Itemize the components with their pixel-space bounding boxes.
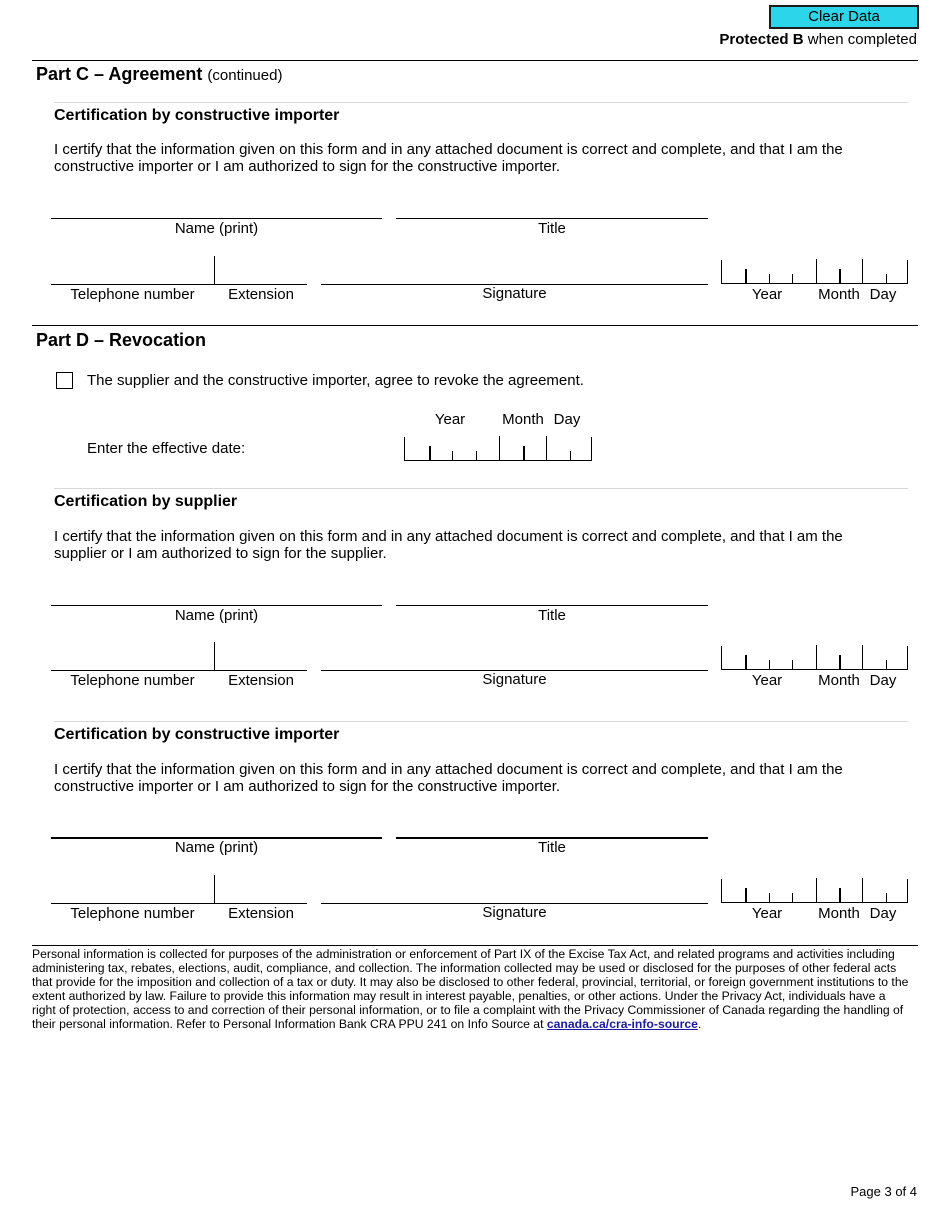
date-tick: [546, 436, 547, 460]
date-tick: [839, 655, 841, 669]
importer-cert-title: Certification by constructive importer: [54, 726, 340, 743]
date-tick: [862, 645, 863, 669]
name-input[interactable]: [51, 196, 382, 218]
date-tick: [769, 893, 770, 902]
day-label: Day: [869, 286, 897, 303]
name-line: [51, 605, 382, 606]
divider: [32, 325, 918, 326]
telephone-input[interactable]: [51, 260, 214, 284]
importer-cert-text: I certify that the information given on this form and in any attached document is correct and complete, and that I am the constructive importer or I am authorized to sign for the constructive importer.: [54, 761, 843, 795]
protected-suffix: when completed: [803, 31, 917, 48]
phone-line: [51, 670, 307, 671]
phone-line: [51, 903, 307, 904]
year-label: Year: [751, 286, 783, 303]
part-c-title: [36, 64, 282, 85]
revoke-checkbox[interactable]: [56, 372, 73, 389]
name-label: Name (print): [174, 607, 259, 624]
signature-label: Signature: [482, 671, 547, 688]
supplier-cert-title: Certification by supplier: [54, 493, 238, 510]
date-tick: [523, 446, 525, 460]
title-line: [396, 605, 708, 606]
signature-input[interactable]: [321, 879, 708, 903]
signature-label: Signature: [482, 285, 547, 302]
privacy-text: Personal information is collected for purposes of the administration or enforcement of Part IX of the Excise Tax Act, and related programs and activities including administering tax, rebates, elections, audit, compliance, and collection. The information collected may be used or disclosed for the purposes of other federal acts that provide for the imposition and collection of a tax or duty. It may also be disclosed to other federal, provincial, territorial, or foreign government institutions to the extent authorized by law. Failure to provide this information may result in interest payable, penalties, or other actions. Under the Privacy Act, individuals have a right of protection, access to and correction of their personal information, or to file a complaint with the Privacy Commissioner of Canada regarding the handling of their personal information. Refer to Personal Information Bank CRA PPU 241 on Info Source at: [32, 947, 909, 1031]
telephone-input[interactable]: [51, 879, 214, 903]
title-label: Title: [538, 839, 566, 856]
extension-input[interactable]: [215, 260, 307, 284]
date-tick: [792, 274, 793, 283]
date-field[interactable]: [721, 879, 908, 903]
section-divider: [54, 488, 908, 489]
part-c-cert-title: Certification by constructive importer: [54, 107, 340, 124]
extension-input[interactable]: [215, 646, 307, 670]
telephone-input[interactable]: [51, 646, 214, 670]
part-c-heading: Part C – Agreement: [36, 64, 203, 84]
date-tick: [745, 655, 747, 669]
date-tick: [886, 274, 887, 283]
part-c-cert-text: I certify that the information given on this form and in any attached document is correct and complete, and that I am the constructive importer or I am authorized to sign for the constructive importer.: [54, 141, 843, 175]
effective-date-field[interactable]: [404, 437, 592, 461]
date-tick: [816, 645, 817, 669]
date-tick: [839, 269, 841, 283]
extension-label: Extension: [228, 672, 294, 689]
signature-input[interactable]: [321, 260, 708, 284]
revoke-text: The supplier and the constructive importer, agree to revoke the agreement.: [87, 372, 584, 389]
signature-input[interactable]: [321, 646, 708, 670]
divider: [32, 60, 918, 61]
protected-notice: [719, 31, 917, 48]
date-tick: [570, 451, 571, 460]
date-field[interactable]: [721, 646, 908, 670]
date-tick: [862, 259, 863, 283]
name-label: Name (print): [174, 220, 259, 237]
day-label: Day: [869, 672, 897, 689]
date-tick: [769, 274, 770, 283]
telephone-label: Telephone number: [70, 905, 195, 922]
date-tick: [839, 888, 841, 902]
effective-year-label: Year: [434, 411, 466, 428]
part-c-continued: (continued): [207, 67, 283, 84]
name-label: Name (print): [174, 839, 259, 856]
date-tick: [792, 893, 793, 902]
name-input[interactable]: [51, 583, 382, 605]
month-label: Month: [818, 286, 860, 303]
date-tick: [816, 878, 817, 902]
effective-month-label: Month: [502, 411, 544, 428]
extension-label: Extension: [228, 286, 294, 303]
date-tick: [452, 451, 453, 460]
extension-label: Extension: [228, 905, 294, 922]
phone-line: [51, 284, 307, 285]
title-input[interactable]: [396, 196, 708, 218]
date-tick: [886, 660, 887, 669]
page-number: Page 3 of 4: [850, 1184, 917, 1199]
date-tick: [745, 888, 747, 902]
name-line: [51, 218, 382, 219]
date-tick: [886, 893, 887, 902]
effective-date-label: Enter the effective date:: [87, 440, 246, 457]
divider: [32, 945, 918, 946]
privacy-notice: [32, 947, 912, 1031]
privacy-end: .: [697, 1017, 702, 1031]
title-label: Title: [538, 607, 566, 624]
date-field[interactable]: [721, 260, 908, 284]
name-input[interactable]: [51, 815, 382, 837]
date-tick: [769, 660, 770, 669]
date-tick: [792, 660, 793, 669]
title-label: Title: [538, 220, 566, 237]
title-line: [396, 218, 708, 219]
info-source-link[interactable]: canada.ca/cra-info-source: [546, 1017, 698, 1031]
section-divider: [54, 102, 908, 103]
effective-day-label: Day: [553, 411, 581, 428]
clear-data-button[interactable]: Clear Data: [769, 5, 919, 29]
title-input[interactable]: [396, 583, 708, 605]
telephone-label: Telephone number: [70, 286, 195, 303]
date-tick: [499, 436, 500, 460]
date-tick: [816, 259, 817, 283]
supplier-cert-text: I certify that the information given on this form and in any attached document is correct and complete, and that I am the supplier or I am authorized to sign for the supplier.: [54, 528, 843, 562]
date-tick: [745, 269, 747, 283]
signature-label: Signature: [482, 904, 547, 921]
month-label: Month: [818, 905, 860, 922]
section-divider: [54, 721, 908, 722]
part-d-title: Part D – Revocation: [36, 330, 207, 350]
date-tick: [862, 878, 863, 902]
telephone-label: Telephone number: [70, 672, 195, 689]
month-label: Month: [818, 672, 860, 689]
year-label: Year: [751, 905, 783, 922]
year-label: Year: [751, 672, 783, 689]
date-tick: [429, 446, 431, 460]
extension-input[interactable]: [215, 879, 307, 903]
title-input[interactable]: [396, 815, 708, 837]
day-label: Day: [869, 905, 897, 922]
date-tick: [476, 451, 477, 460]
protected-label: Protected B: [719, 31, 804, 48]
